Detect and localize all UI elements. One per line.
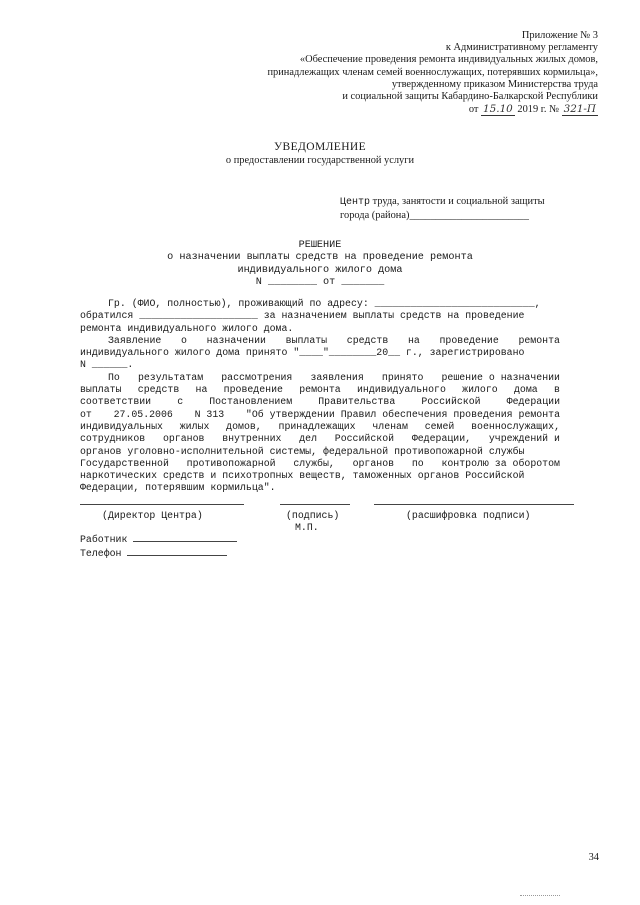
- body-word: Российской: [421, 396, 481, 408]
- body-line: [80, 446, 560, 458]
- appendix-line: «Обеспечение проведения ремонта индивидуальных жилых домов,: [299, 54, 598, 66]
- body-word: N ______.: [80, 359, 134, 371]
- body-word: выплаты: [80, 384, 122, 396]
- body-line: [80, 470, 560, 482]
- body-word: "Об утверждении Правил обеспечения проведения ремонта: [245, 408, 560, 420]
- center-word: Центр: [340, 197, 371, 208]
- body-word: органов: [162, 433, 205, 445]
- body-word: решение о назначении: [441, 371, 560, 383]
- signature-caption: (подпись): [286, 510, 340, 521]
- body-word: жилого: [462, 384, 498, 396]
- date-year: 2019 г. №: [517, 104, 559, 116]
- body-line: [80, 433, 560, 445]
- phone-line: [80, 547, 237, 561]
- notice-subtitle: о предоставлении государственной услуги: [225, 155, 415, 166]
- body-word: средств: [137, 384, 180, 396]
- worker-blank: [133, 533, 237, 542]
- signature-line: [280, 504, 350, 505]
- body-word: выплаты: [285, 334, 328, 346]
- decision-heading: [0, 240, 640, 290]
- body-line: [80, 298, 560, 310]
- decode-caption: (расшифровка подписи): [406, 510, 531, 521]
- body-word: результатам: [137, 371, 204, 383]
- signature-block: [80, 504, 576, 522]
- body-word: контролю за оборотом: [441, 457, 560, 469]
- body-word: проведение: [223, 384, 283, 396]
- body-word: военнослужащих,: [471, 420, 560, 432]
- appendix-line: принадлежащих членам семей военнослужащих, потерявших кормильца»,: [267, 66, 598, 78]
- body-word: жилых: [179, 420, 210, 432]
- handwritten-order-number: 321-П: [563, 103, 596, 116]
- center-line-1: [340, 195, 545, 209]
- phone-blank: [127, 547, 227, 556]
- body-line: [80, 396, 560, 408]
- body-word: N 313: [194, 408, 225, 420]
- scan-artifact: [520, 895, 560, 896]
- body-word: индивидуального: [356, 384, 446, 396]
- body-word: Федерации,: [411, 433, 472, 445]
- body-word: заявления: [310, 371, 364, 383]
- appendix-header: [198, 30, 598, 116]
- body-word: от: [80, 408, 92, 420]
- body-word: дома: [514, 384, 538, 396]
- body-word: учреждений и: [488, 433, 560, 445]
- body-word: на: [195, 384, 208, 396]
- body-word: индивидуальных: [80, 420, 163, 432]
- appendix-date-line: [198, 103, 598, 116]
- body-line: [80, 384, 560, 396]
- decision-line-2: индивидуального жилого дома: [237, 264, 403, 276]
- body-word: с: [177, 396, 184, 408]
- body-word: службы,: [293, 457, 335, 469]
- body-line: [80, 482, 560, 494]
- body-word: Федерации: [506, 396, 560, 408]
- body-word: ремонта: [518, 334, 560, 346]
- page-number: 34: [588, 852, 599, 863]
- body-word: на: [407, 334, 420, 346]
- body-line: [80, 347, 560, 359]
- body-word: Российской: [334, 433, 395, 445]
- body-word: дел: [299, 433, 318, 445]
- body-word: семей: [424, 420, 455, 432]
- body-line: [80, 323, 560, 335]
- director-line: [80, 504, 244, 505]
- body-word: обратился ____________________ за назначением выплаты средств на проведение: [80, 310, 525, 322]
- handwritten-date: 15.10: [483, 103, 513, 116]
- body-word: внутренних: [222, 433, 282, 445]
- body-word: принадлежащих: [278, 420, 356, 432]
- staff-block: [80, 533, 237, 560]
- body-word: Гр. (ФИО, полностью), проживающий по адресу: ___________________________,: [108, 298, 541, 309]
- appendix-line: Приложение № 3: [521, 30, 598, 41]
- body-word: Государственной: [80, 457, 169, 469]
- worker-label: Работник: [80, 534, 128, 545]
- body-word: Федерации, потерявшим кормильца".: [80, 482, 276, 494]
- body-word: рассмотрения: [221, 371, 293, 383]
- body-word: соответствии: [80, 396, 152, 408]
- body-word: Правительства: [318, 396, 396, 408]
- body-word: ремонта: [299, 384, 341, 396]
- phone-label: Телефон: [80, 547, 122, 559]
- body-line: [80, 458, 560, 470]
- body-word: наркотических средств и психотропных веществ, таможенных органов Российской: [80, 470, 525, 482]
- body-word: о: [181, 334, 187, 346]
- decode-line: [374, 504, 574, 505]
- decision-number-line: N ________ от _______: [255, 277, 385, 289]
- date-prefix: от: [468, 104, 479, 116]
- decision-body: [80, 298, 560, 495]
- body-line: [80, 310, 560, 322]
- appendix-line: утвержденному приказом Министерства труда: [391, 78, 598, 90]
- decision-line-1: о назначении выплаты средств на проведение ремонта: [167, 252, 473, 264]
- body-word: 27.05.2006: [113, 408, 173, 420]
- notice-heading: [0, 140, 640, 167]
- body-word: назначении: [206, 334, 266, 346]
- body-word: проведение: [439, 334, 499, 346]
- center-line-2: города (района)_______________________: [340, 210, 529, 221]
- body-word: домов,: [226, 420, 262, 432]
- body-word: Заявление: [108, 334, 162, 346]
- director-caption: (Директор Центра): [102, 510, 203, 521]
- appendix-line: к Административному регламенту: [445, 42, 598, 54]
- body-word: средств: [346, 334, 389, 346]
- body-word: сотрудников: [80, 433, 146, 445]
- body-word: членам: [372, 420, 408, 432]
- body-line: [80, 359, 560, 371]
- center-block: [340, 195, 545, 222]
- body-line: [80, 372, 560, 384]
- body-line: [80, 421, 560, 433]
- body-word: органов: [352, 457, 395, 469]
- body-line: [80, 335, 560, 347]
- body-line: [80, 409, 560, 421]
- body-word: органов уголовно-исполнительной системы, федеральной противопожарной службы: [80, 445, 525, 457]
- center-line-1-rest: труда, занятости и социальной защиты: [372, 196, 545, 207]
- body-word: По: [108, 371, 120, 383]
- body-word: в: [554, 384, 560, 396]
- body-word: противопожарной: [186, 457, 276, 469]
- body-word: по: [411, 457, 424, 469]
- body-word: Постановлением: [209, 396, 293, 408]
- notice-title: УВЕДОМЛЕНИЕ: [273, 141, 367, 153]
- body-word: ремонта индивидуального жилого дома.: [80, 322, 294, 334]
- seal-place: М.П.: [295, 522, 319, 533]
- appendix-line: и социальной защиты Кабардино-Балкарской Республики: [342, 91, 598, 103]
- decision-title: РЕШЕНИЕ: [298, 240, 342, 251]
- body-word: индивидуального жилого дома принято "____"________20__ г., зарегистрировано: [80, 347, 525, 359]
- worker-line: [80, 533, 237, 547]
- body-word: принято: [381, 371, 424, 383]
